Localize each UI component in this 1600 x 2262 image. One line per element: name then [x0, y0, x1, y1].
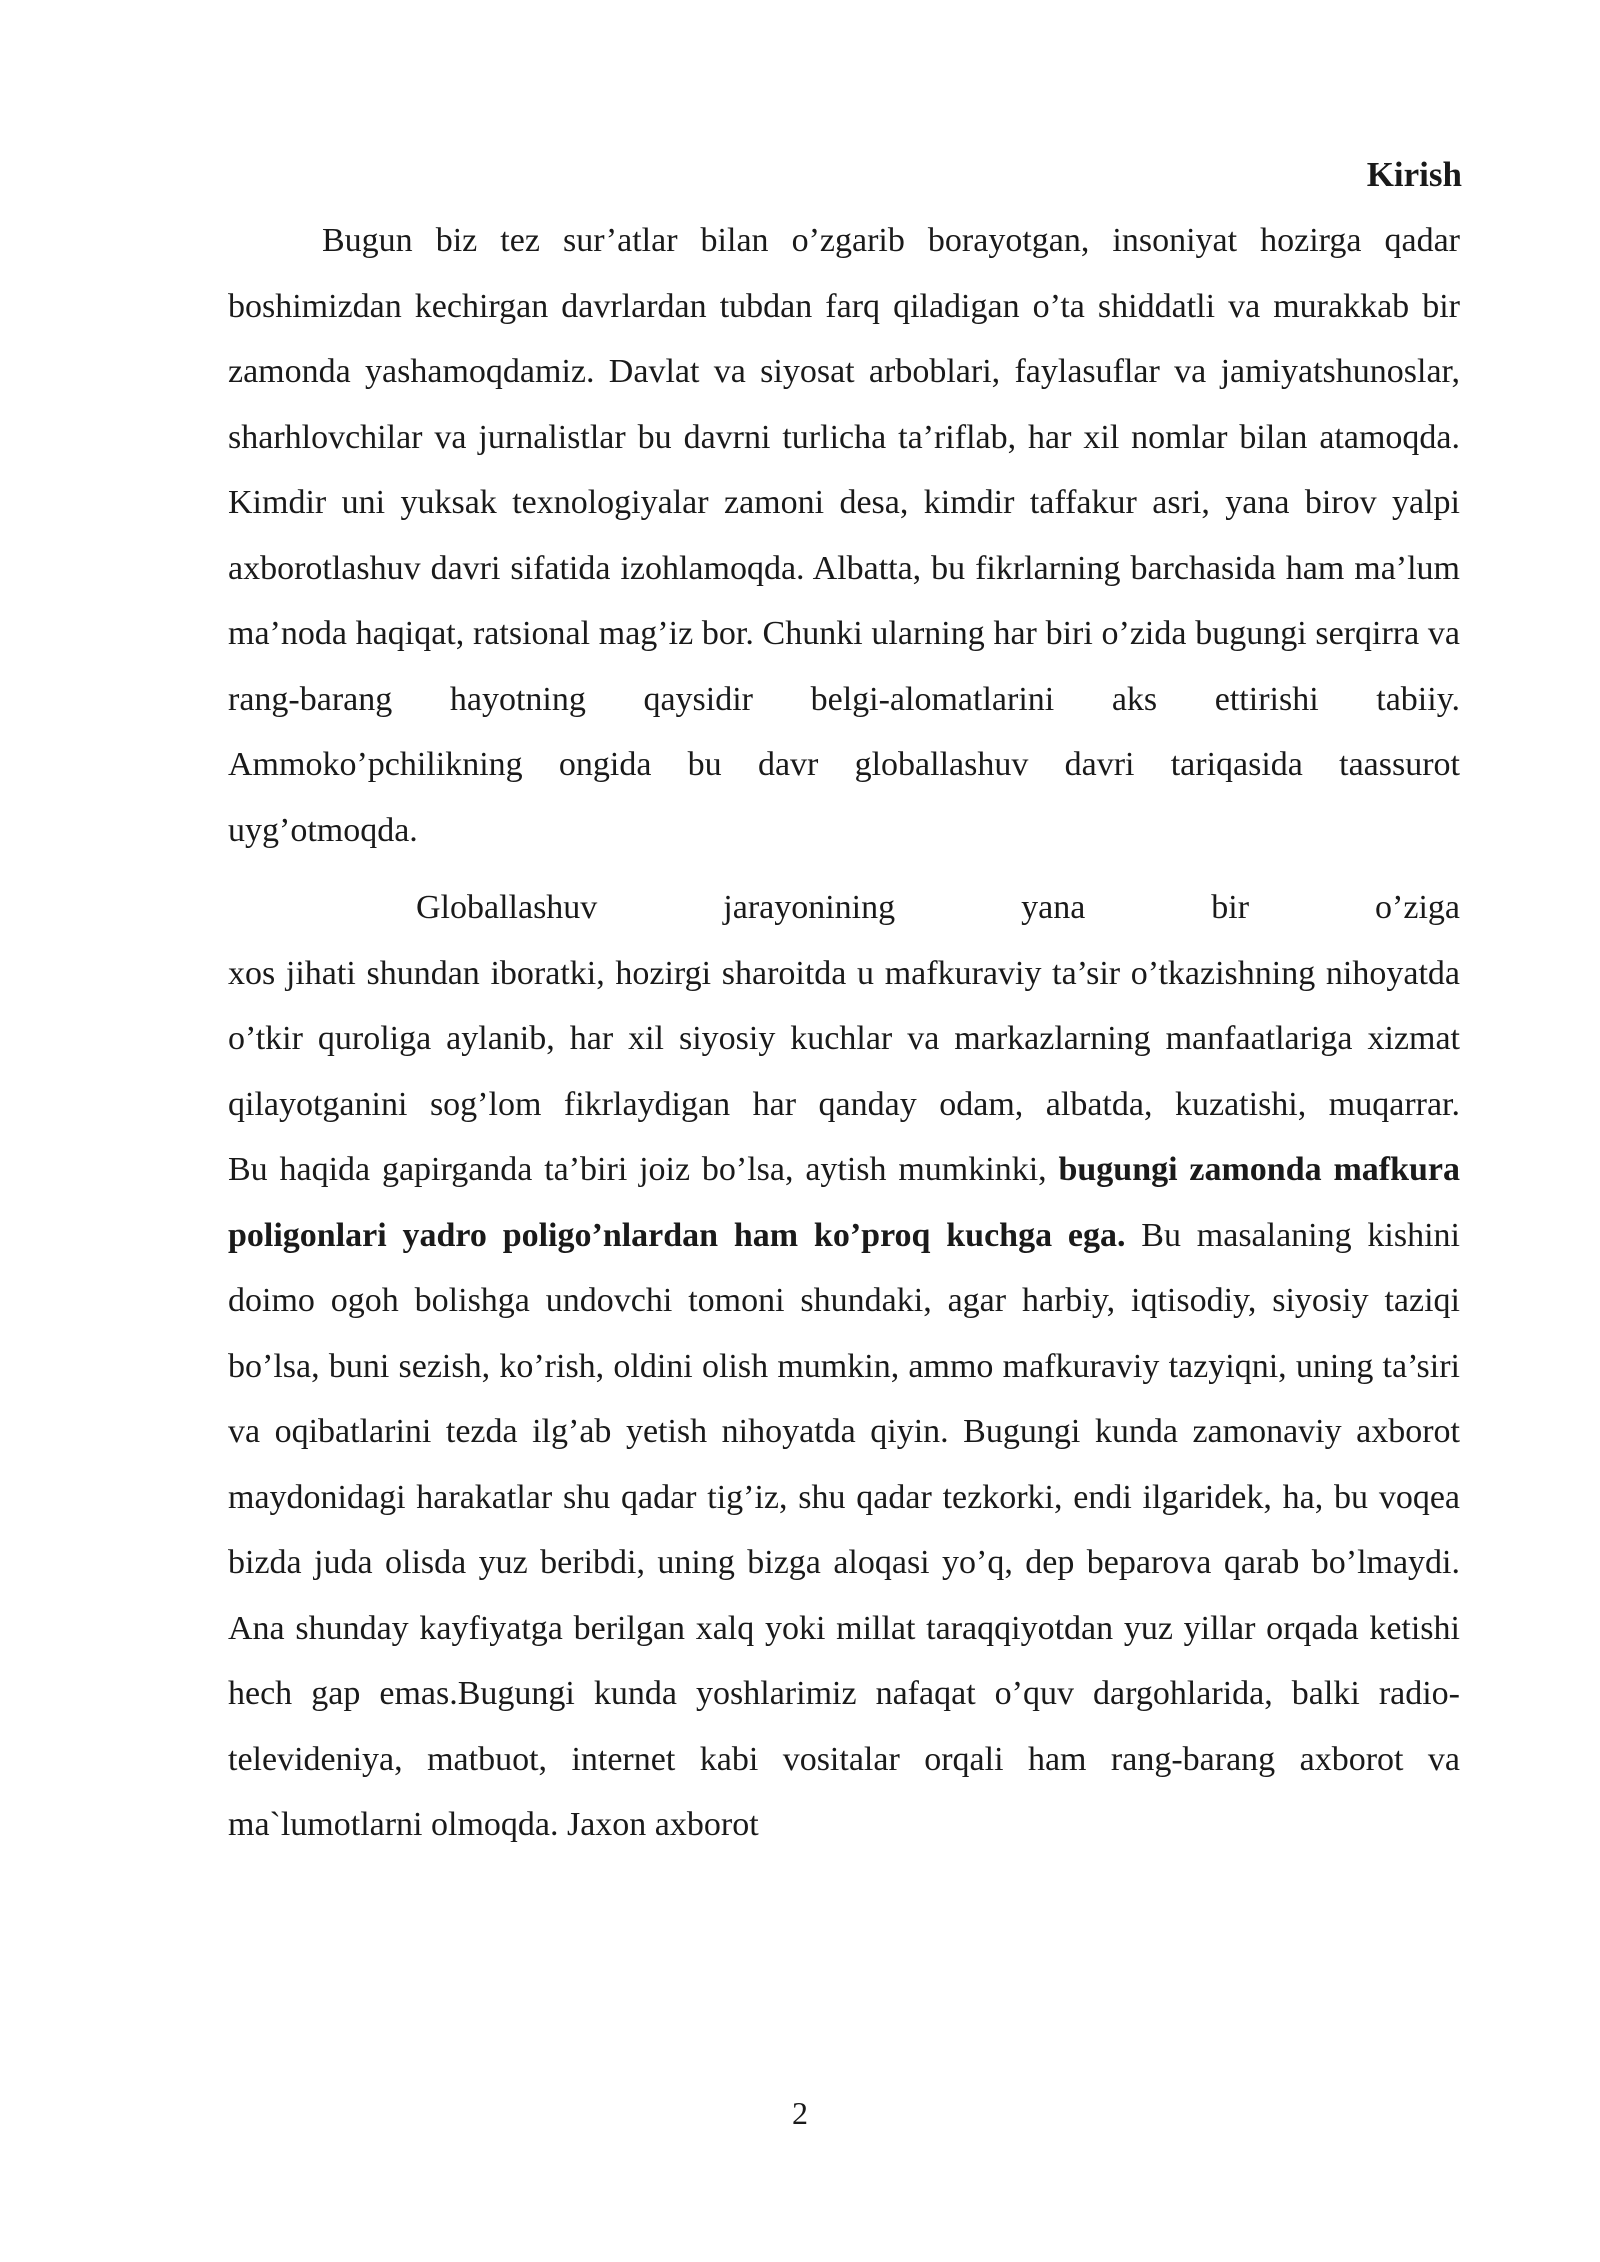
paragraph-intro: Bugun biz tez sur’atlar bilan o’zgarib borayotgan, insoniyat hozirga qadar boshimizdan kechirgan davrlardan tubdan farq qiladigan o’ta shiddatli va murakkab bir zamonda yashamoqdamiz. Davlat va siyosat arboblari, faylasuflar va jamiyatshunoslar, sharhlovchilar va jurnalistlar bu davrni turlicha ta’riflab, har xil nomlar bilan atamoqda. Kimdir uni yuksak texnologiyalar zamoni desa, kimdir taffakur asri, yana birov yalpi axborotlashuv davri sifatida izohlamoqda. Albatta, bu fikrlarning barchasida ham ma’lum ma’noda haqiqat, ratsional mag’iz bor. Chunki ularning har biri o’zida bugungi serqirra va rang-barang hayotning qaysidir belgi-alomatlarini aks ettirishi tabiiy. Ammoko’pchilikning ongida bu davr globallashuv davri tariqasida taassurot uyg’otmoqda.: [228, 222, 1460, 849]
paragraph-globalization: [228, 875, 1460, 1858]
paragraph-first-line: Globallashuv jarayonining yana bir o’ziga: [416, 889, 1460, 926]
bold-emphasis: bugungi zamonda mafkura poligonlari yadro poligo’nlardan ham ko’proq kuchga ega.: [228, 1151, 1460, 1254]
paragraph-lead-text: Bu haqida gapirganda ta’biri joiz bo’lsa, aytish mumkinki,: [228, 1151, 1047, 1188]
section-heading: Kirish: [1366, 155, 1462, 194]
paragraph-tail: tig’iz, shu qadar tezkorki, endi ilgaridek, ha, bu voqea bizda juda olisda yuz beribdi, uning bizga aloqasi yo’q, dep beparova qarab bo’lmaydi. Ana shunday kayfiyatga berilgan xalq yoki millat taraqqiyotdan yuz yillar orqada ketishi hech gap emas.Bugungi kunda yoshlarimiz nafaqat o’quv dargohlarida, balki radio-televideniya, matbuot, internet kabi vositalar orqali ham rang-barang axborot va ma`lumotlarni olmoqda. Jaxon axborot: [228, 1478, 1460, 1843]
page-number: 2: [792, 2095, 808, 2131]
paragraph-block: xos jihati shundan iboratki, hozirgi sharoitda u mafkuraviy ta’sir o’tkazishning nihoyatda o’tkir quroliga aylanib, har xil siyosiy kuchlar va markazlarning manfaatlariga xizmat qilayotganini sog’lom fikrlaydigan har qanday odam, albatda, kuzatishi, muqarrar.: [228, 954, 1460, 1123]
paragraph-continuation: Bu masalaning kishini doimo ogoh bolishga undovchi tomoni shundaki, agar harbiy, iqtisodiy, siyosiy taziqi bo’lsa, buni sezish, ko’rish, oldini olish mumkin, ammo mafkuraviy tazyiqni, uning ta’siri va oqibatlarini tezda ilg’ab yetish nihoyatda qiyin. Bugungi kunda zamonaviy axborot maydonidagi harakatlar shu qadar: [228, 1216, 1461, 1516]
